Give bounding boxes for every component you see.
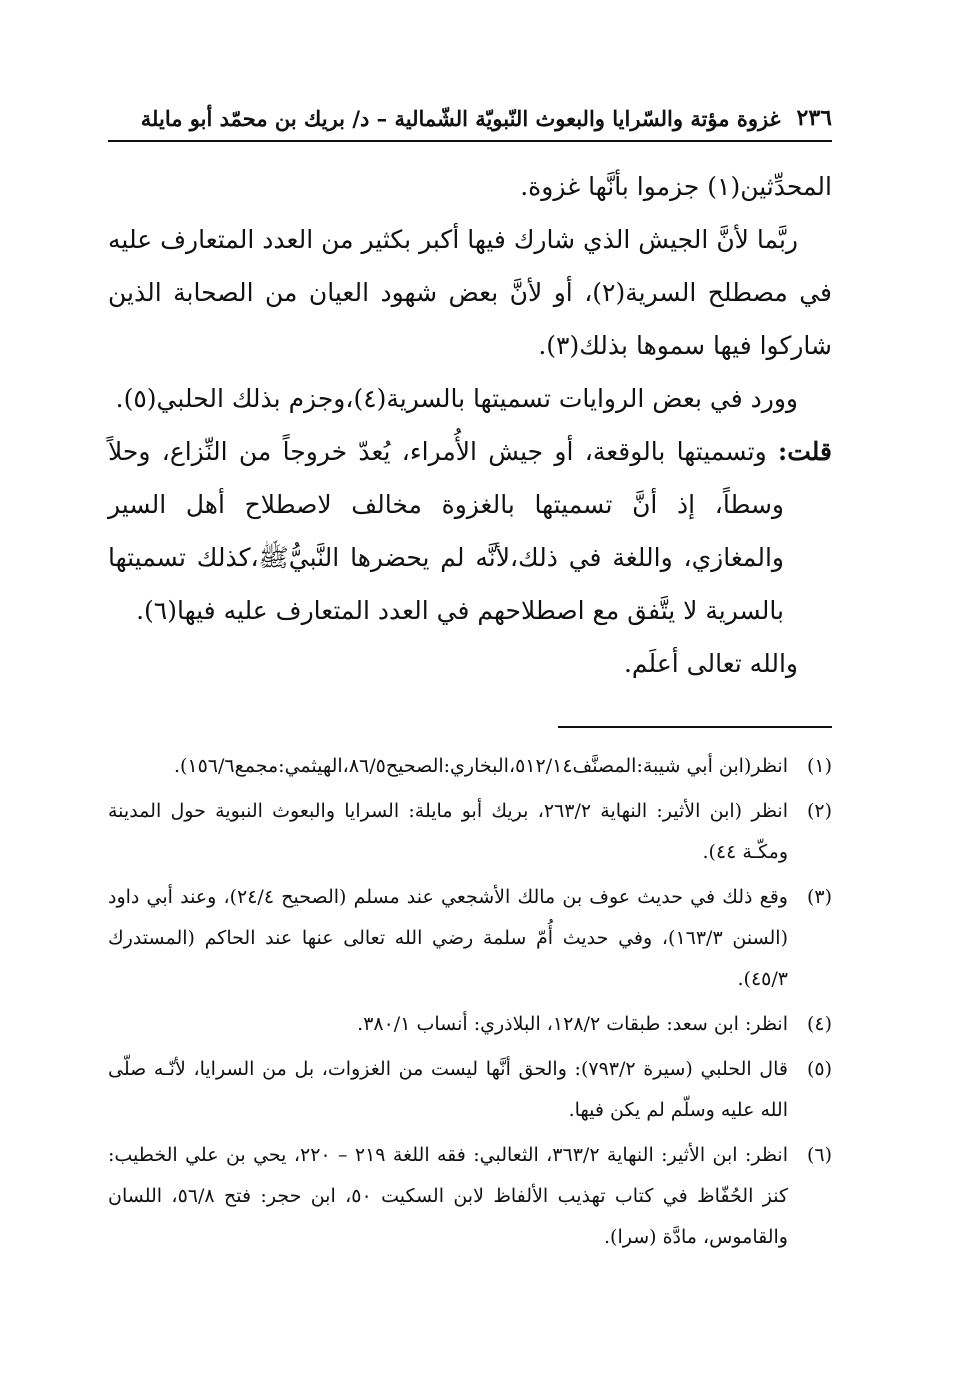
footnote-1 [108, 746, 832, 787]
footnote-number: (٥) [806, 1058, 832, 1080]
footnote-number: (٦) [806, 1144, 832, 1166]
footnote-text: انظر: ابن سعد: طبقات ١٢٨/٢، البلاذري: أنساب ٣٨٠/١. [357, 1013, 788, 1035]
paragraph-4-text: وتسميتها بالوقعة، أو جيش الأُمراء، يُعدّ خروجاً من النِّزاع، وحلاً وسطاً، إذ أنَّ تسميتها بالغزوة مخالف لاصطلاح أهل السير والمغازي، واللغة في ذلك،لأنَّه لم يحضرها النَّبيُّﷺ،كذلك تسميتها بالسرية لا يتَّفق مع اصطلاحهم في العدد المتعارف عليه فيها(٦). [108, 437, 784, 625]
footnote-text: انظر(ابن أبي شيبة:المصنَّف٥١٢/١٤،البخاري:الصحيح٨٦/٥،الهيثمي:مجمع١٥٦/٦). [173, 755, 788, 777]
footnote-5 [108, 1049, 832, 1131]
closing-phrase: والله تعالى أعلَم. [623, 649, 798, 678]
running-title: غزوة مؤتة والسّرايا والبعوث النّبويّة الشّمالية – د/ بريك بن محمّد أبو مايلة [140, 105, 781, 131]
footnote-3 [108, 877, 832, 1000]
footnote-text: انظر (ابن الأثير: النهاية ٢٦٣/٢، بريك أبو مايلة: السرايا والبعوث النبوية حول المدينة ومكّـة ٤٤). [108, 800, 788, 863]
footnote-number: (٣) [806, 886, 832, 908]
footnote-text: وقع ذلك في حديث عوف بن مالك الأشجعي عند مسلم (الصحيح ٢٤/٤)، وعند أبي داود (السنن ١٦٣/٣)، وفي حديث أُمّ سلمة رضي الله تعالى عنها عند الحاكم (المستدرك ٤٥/٣). [108, 886, 788, 990]
footnote-6 [108, 1135, 832, 1258]
running-header [108, 96, 832, 142]
main-text [108, 160, 832, 690]
footnote-text: انظر: ابن الأثير: النهاية ٣٦٣/٢، الثعالبي: فقه اللغة ٢١٩ – ٢٢٠، يحي بن علي الخطيب: كنز الحُفّاظ في كتاب تهذيب الألفاظ لابن السكيت ٥٠، ابن حجر: فتح ٥٦/٨، اللسان والقاموس، مادَّة (سرا). [108, 1144, 788, 1248]
footnote-number: (١) [806, 755, 832, 777]
footnote-number: (٤) [806, 1013, 832, 1035]
page-number: ٢٣٦ [796, 105, 832, 131]
footnote-separator [558, 726, 832, 728]
footnote-2 [108, 791, 832, 873]
paragraph-4 [108, 425, 832, 637]
footnote-number: (٢) [806, 800, 832, 822]
paragraph-3: وورد في بعض الروايات تسميتها بالسرية(٤)،وجزم بذلك الحلبي(٥). [115, 384, 798, 413]
footnotes [108, 746, 832, 1258]
paragraph-2: ربَّما لأنَّ الجيش الذي شارك فيها أكبر بكثير من العدد المتعارف عليه في مصطلح السرية(٢)، أو لأنَّ بعض شهود العيان من الصحابة الذين شاركوا فيها سموها بذلك(٣). [108, 225, 832, 360]
qultu-label: قلت: [777, 437, 832, 466]
footnote-text: قال الحلبي (سيرة ٧٩٣/٢): والحق أنَّها ليست من الغزوات، بل من السرايا، لأنّـه صلّى الله عليه وسلّم لم يكن فيها. [108, 1058, 788, 1121]
document-page [108, 96, 832, 1356]
paragraph-1: المحدِّثين(١) جزموا بأنَّها غزوة. [520, 172, 832, 201]
footnote-4 [108, 1004, 832, 1045]
